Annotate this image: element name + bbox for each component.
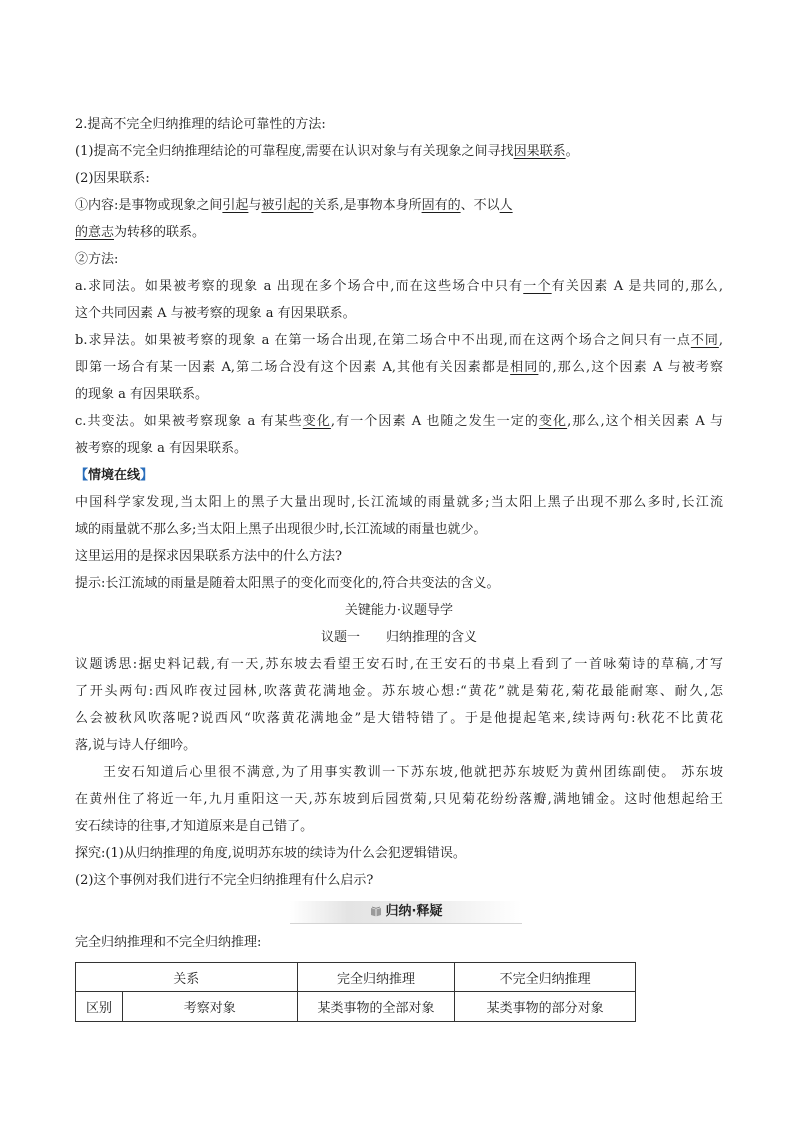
method-a-text-2: 有关因素 A 是共同的,那么,: [551, 279, 723, 294]
story-line-7: 安石续诗的往事,才知道原来是自己错了。: [75, 819, 314, 834]
point-2: (2)因果联系:: [75, 171, 150, 186]
content-text-4: 、不以: [460, 198, 500, 213]
explore-question-2: (2)这个事例对我们进行不完全归纳推理有什么启示?: [75, 873, 374, 888]
header-relation: 关系: [76, 963, 298, 992]
method-b-text-3: 即第一场合有某一因素 A,第二场合没有这个因素 A,其他有关因素都是: [75, 360, 511, 375]
method-c-text-3: ,那么,这个相关因素 A 与: [567, 414, 723, 429]
comparison-table: [75, 962, 636, 1022]
blank-causal-link: 因果联系: [513, 144, 566, 159]
scenario-question: 这里运用的是探求因果联系方法中的什么方法?: [75, 549, 342, 564]
section-heading: 2.提高不完全归纳推理的结论可靠性的方法:: [75, 117, 326, 132]
story-line-5: 王安石知道后心里很不满意,为了用事实教训一下苏东坡,他就把苏东坡贬为黄州团练副使。 苏东坡: [103, 765, 723, 780]
table-header-row: [76, 963, 636, 992]
story-line-6: 在黄州住了将近一年,九月重阳这一天,苏东坡到后园赏菊,只见菊花纷纷落瓣,满地铺金。这时他想起给王: [75, 792, 723, 807]
blank-same: 相同: [510, 360, 539, 375]
story-line-4: 落,说与诗人仔细吟。: [75, 738, 197, 753]
method-b-line-3: 的现象 a 有因果联系。: [75, 387, 209, 402]
main-text: [75, 111, 723, 894]
blank-change-1: 变化: [302, 414, 331, 429]
key-ability-title: 关键能力·议题导学: [344, 603, 454, 618]
table-row: [76, 992, 636, 1022]
method-label: ②方法:: [75, 252, 119, 267]
row-complete-value: 某类事物的全部对象: [297, 992, 455, 1022]
method-a-line-2: 这个共同因素 A 与被考察的现象 a 有因果联系。: [75, 306, 356, 321]
blank-change-2: 变化: [538, 414, 568, 429]
point-1: [75, 138, 723, 165]
method-a-line-1: [75, 273, 723, 300]
summary-banner: [290, 901, 522, 924]
content-line-1: [75, 192, 723, 219]
content-text-1: ①内容:是事物或现象之间: [75, 198, 223, 213]
blank-human: 人: [499, 198, 513, 213]
method-b-text-1: b.求异法。如果被考察的现象 a 在第一场合出现,在第二场合中不出现,而在这两个场合之间只有一点: [75, 333, 691, 348]
blank-cause: 引起: [222, 198, 249, 213]
topic-name: 归纳推理的含义: [386, 630, 478, 645]
row-aspect: 考察对象: [122, 992, 297, 1022]
blank-one: 一个: [523, 279, 552, 294]
method-c-line-1: [75, 408, 723, 435]
table-intro: 完全归纳推理和不完全归纳推理:: [75, 935, 262, 950]
explore-question-1: 探究:(1)从归纳推理的角度,说明苏东坡的续诗为什么会犯逻辑错误。: [75, 846, 466, 861]
point-1-text: (1)提高不完全归纳推理结论的可靠程度,需要在认识对象与有关现象之间寻找: [75, 144, 514, 159]
banner-text: 归纳·释疑: [385, 904, 443, 919]
scenario-label: [75, 462, 723, 489]
point-1-end: 。: [565, 144, 579, 159]
row-label: 区别: [76, 992, 123, 1022]
method-b-text-2: ,: [718, 333, 723, 348]
scenario-bracket-close: 】: [140, 468, 154, 483]
method-c-line-2: 被考察的现象 a 有因果联系。: [75, 441, 248, 456]
blank-effect: 被引起的: [261, 198, 314, 213]
scenario-hint: 提示:长江流域的雨量是随着太阳黑子的变化而变化的,符合共变法的含义。: [75, 576, 500, 591]
scenario-label-text: 情境在线: [88, 468, 141, 483]
scenario-line-1: 中国科学家发现,当太阳上的黑子大量出现时,长江流域的雨量就多;当太阳上黑子出现不那么多时,长江流: [75, 495, 723, 510]
content-text-2: 与: [248, 198, 262, 213]
content-line-2: [75, 219, 723, 246]
method-c-text-2: ,有一个因素 A 也随之发生一定的: [330, 414, 539, 429]
blank-inherent: 固有的: [421, 198, 461, 213]
topic-number: 议题一: [320, 630, 360, 645]
method-b-line-2: [75, 354, 723, 381]
scenario-line-2: 域的雨量就不那么多;当太阳上黑子出现很少时,长江流域的雨量也就少。: [75, 522, 487, 537]
content-text-5: 为转移的联系。: [114, 225, 206, 240]
blank-will: 的意志: [75, 225, 115, 240]
method-a-text-1: a.求同法。如果被考察的现象 a 出现在多个场合中,而在这些场合中只有: [75, 279, 524, 294]
method-b-line-1: [75, 327, 723, 354]
row-incomplete-value: 某类事物的部分对象: [455, 992, 636, 1022]
header-complete-induction: 完全归纳推理: [297, 963, 455, 992]
topic-title: [75, 624, 723, 651]
blank-different: 不同: [690, 333, 719, 348]
header-incomplete-induction: 不完全归纳推理: [455, 963, 636, 992]
method-c-text-1: c.共变法。如果被考察现象 a 有某些: [75, 414, 303, 429]
method-b-text-4: 的,那么,这个因素 A 与被考察: [538, 360, 723, 375]
content-text-3: 关系,是事物本身所: [313, 198, 422, 213]
story-line-3: 么会被秋风吹落呢?说西风“吹落黄花满地金”是大错特错了。于是他提起笔来,续诗两句:秋花不比黄花: [75, 711, 723, 726]
story-line-2: 了开头两句:西风昨夜过园林,吹落黄花满地金。苏东坡心想:“黄花”就是菊花,菊花最能耐寒、耐久,怎: [75, 684, 723, 699]
book-icon: [370, 903, 382, 925]
story-line-1: 议题诱思:据史料记载,有一天,苏东坡去看望王安石时,在王安石的书桌上看到了一首咏菊诗的草稿,才写: [75, 657, 723, 672]
scenario-bracket-open: 【: [75, 468, 89, 483]
